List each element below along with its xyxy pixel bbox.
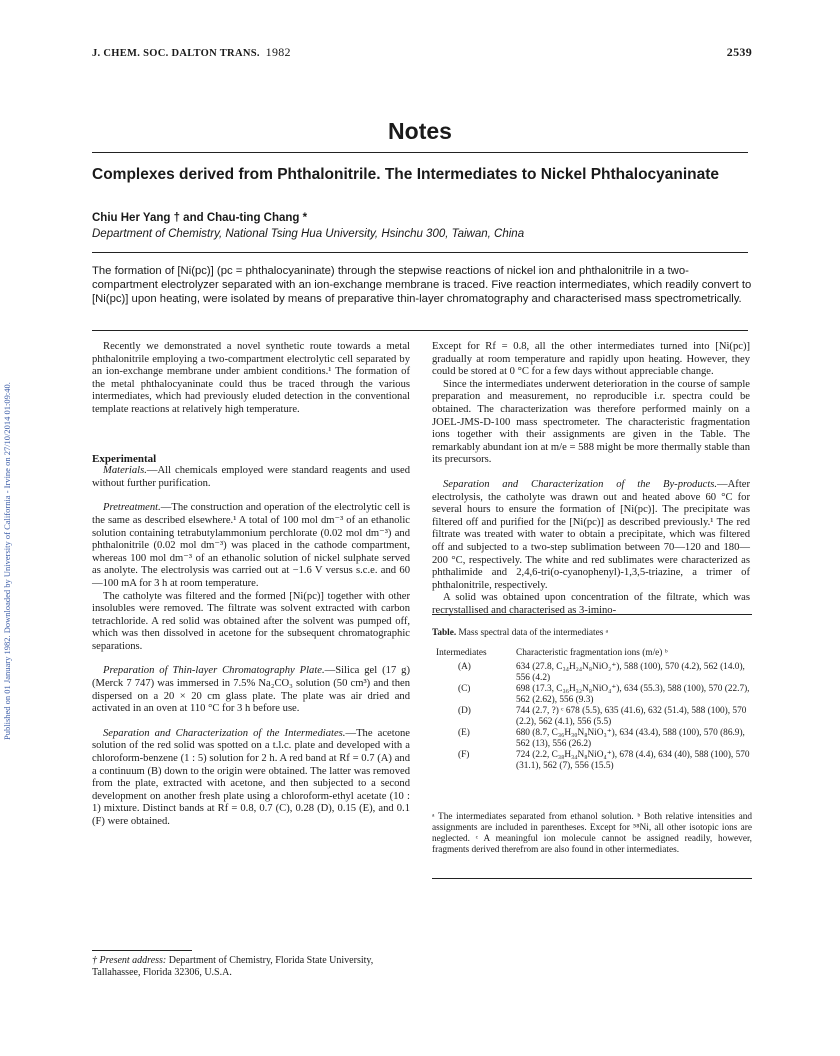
right-column xyxy=(432,341,750,617)
table-row xyxy=(432,684,752,706)
table-row xyxy=(432,750,752,772)
row-label: (D) xyxy=(458,706,471,716)
footnote-text: Department of Chemistry, Florida State University, Tallahassee, Florida 32306, U.S.A. xyxy=(92,955,374,978)
table-row xyxy=(432,662,752,684)
download-watermark xyxy=(2,180,16,740)
left-column xyxy=(92,341,410,829)
byproducts-label: Separation and Characterization of the By-products. xyxy=(443,478,718,490)
table-top-rule xyxy=(432,614,752,615)
table-row xyxy=(432,706,752,728)
table-header-intermediates: Intermediates xyxy=(436,648,487,658)
prep-paragraph xyxy=(92,665,410,715)
table-bottom-rule xyxy=(432,878,752,879)
materials-label: Materials. xyxy=(103,465,147,477)
journal-year: 1982 xyxy=(265,45,291,59)
footnote-label: † Present address: xyxy=(92,955,167,966)
byproducts-text: —After electrolysis, the catholyte was drawn out and heated above 60 °C for several hours to ensure the formation of [Ni(pc)]. The precipitate was filtered off and purified for the [Ni(pc)] as described previously.¹ The red filtrate was treated with water to obtain a precipitate, which was filtered off and subjected to a two-step sublimation between 70—120 and 180—200 °C, respectively. The white and red sublimates were characterized as phthalimide and 2,4,6-tri(o-cyanophenyl)-1,3,5-triazine, a trimer of phthalonitrile, respectively. xyxy=(432,478,750,591)
catholyte-paragraph: The catholyte was filtered and the formed [Ni(pc)] together with other insolubles were removed. The filtrate was solvent extracted with carbon tetrachloride. A red solid was obtained after the solvent was pumped off, which was then dissolved in acetone for the subsequent chromatographic separations. xyxy=(92,590,410,652)
running-header-journal xyxy=(92,45,291,60)
journal-name: J. CHEM. SOC. DALTON TRANS. xyxy=(92,48,260,59)
table-header-ions: Characteristic fragmentation ions (m/e) ᵇ xyxy=(516,648,668,658)
abstract-bottom-rule xyxy=(92,330,748,331)
table-caption xyxy=(432,628,752,638)
materials-text: —All chemicals employed were standard reagents and used without further purification. xyxy=(92,465,410,489)
row-label: (F) xyxy=(458,750,470,760)
row-ions: 744 (2.7, ?) ᶜ 678 (5.5), 635 (41.6), 632 (51.4), 588 (100), 570 (2.2), 562 (4.1), 556 (5.5) xyxy=(516,706,747,727)
row-label: (A) xyxy=(458,662,471,672)
materials-paragraph xyxy=(92,465,410,490)
row-label: (E) xyxy=(458,728,470,738)
characterization-paragraph: Since the intermediates underwent deterioration in the course of sample preparation and measurement, no reproducible i.r. spectra could be obtained. The characterization was therefore performed mainly on a JOEL-JMS-D-100 mass spectrometer. The characteristic fragmentation ions together with their assignments are given in the Table. The remarkably abundant ion at m/e = 588 might be more thermally stable than its precursors. xyxy=(432,378,750,466)
download-watermark-text: Published on 01 January 1982. Downloaded by University of California - Irvine on 27/10/2014 01:09:40. xyxy=(2,382,12,740)
pretreatment-paragraph xyxy=(92,502,410,590)
heading-rule xyxy=(92,152,748,153)
page-number: 2539 xyxy=(726,45,752,59)
byproducts-paragraph xyxy=(432,479,750,592)
article-abstract: The formation of [Ni(pc)] (pc = phthalocyaninate) through the stepwise reactions of nickel ion and phthalonitrile in a two-compartment electrolyzer separated with an ion-exchange membrane is traced. Five reaction intermediates, which readily convert to [Ni(pc)] upon heating, were isolated by means of preparative thin-layer chromatography and characterised mass spectrometrically. xyxy=(92,265,752,305)
rf-paragraph: Except for Rf = 0.8, all the other intermediates turned into [Ni(pc)] gradually at room temperature and rapidly upon heating. However, they could be stored at 0 °C for a few days without appreciable change. xyxy=(432,341,750,378)
section-heading: Notes xyxy=(388,118,452,144)
article-authors: Chiu Her Yang † and Chau-ting Chang * xyxy=(92,212,308,224)
separation-label: Separation and Characterization of the Intermediates. xyxy=(103,727,346,739)
table-footnote: ᵃ The intermediates separated from ethanol solution. ᵇ Both relative intensities and assignments are included in parentheses. Except for ⁵⁸Ni, all other isotopic ions are neglected. ᶜ A meaningful ion molecule cannot be assigned readily, however, fragments derived therefrom are also found in other intermediates. xyxy=(432,812,752,855)
row-ions: 724 (2.2, C₃₈H₃₄N₈NiO₄⁺), 678 (4.4), 634 (40), 588 (100), 570 (31.1), 562 (7), 556 (15.5) xyxy=(516,750,750,771)
intro-paragraph: Recently we demonstrated a novel synthetic route towards a metal phthalonitrile employing a two-compartment electrolytic cell separated by an ion-exchange membrane under ambient conditions.¹ The formation of the metal phthalocyaninate could thus be traced through the various intermediates, which had previously eluded detection in the conventional template reactions at relatively high temperature. xyxy=(92,341,410,415)
row-ions: 698 (17.3, C₃₆H₃₂N₈NiO₄⁺), 634 (55.3), 588 (100), 570 (22.7), 562 (2.62), 556 (9.3) xyxy=(516,684,750,705)
row-ions: 680 (8.7, C₃₆H₃₀N₈NiO₃⁺), 634 (43.4), 588 (100), 570 (86.9), 562 (13), 556 (26.2) xyxy=(516,728,745,749)
table-row xyxy=(432,728,752,750)
table-caption-label: Table. xyxy=(432,628,457,638)
pretreatment-label: Pretreatment. xyxy=(103,502,161,514)
article-affiliation: Department of Chemistry, National Tsing Hua University, Hsinchu 300, Taiwan, China xyxy=(92,228,525,240)
prep-label: Preparation of Thin-layer Chromatography Plate. xyxy=(103,665,325,677)
footnote-rule xyxy=(92,950,192,951)
row-label: (C) xyxy=(458,684,471,694)
experimental-heading: Experimental xyxy=(92,452,157,465)
table-caption-text: Mass spectral data of the intermediates ᵃ xyxy=(458,628,609,638)
separation-text: —The acetone solution of the red solid was spotted on a t.l.c. plate and developed with a chloroform-benzene (1 : 5) solution for 2 h. A red band at Rf = 0.7 (A) and a continuum (B) down to the origin were obtained. The latter was removed from the plate, extracted with acetone, and then subjected to a second development on another fresh plate using a chloroform-ethyl acetate (10 : 1) mixture. Distinct bands at Rf = 0.8, 0.7 (C), 0.28 (D), 0.15 (E), and 0.1 (F) were obtained. xyxy=(92,727,410,827)
prep-text: —Silica gel (17 g) (Merck 7 747) was immersed in 7.5% Na₂CO₃ solution (50 cm³) and then dispersed on a 20 × 20 cm glass plate. The plate was air dried and activated in an oven at 110 °C for 3 h before use. xyxy=(92,665,410,715)
solid-paragraph: A solid was obtained upon concentration of the filtrate, which was recrystallised and characterised as 3-imino- xyxy=(432,592,750,616)
table-header-row xyxy=(432,648,752,662)
article-title: Complexes derived from Phthalonitrile. The Intermediates to Nickel Phthalocyaninate xyxy=(92,166,720,183)
pretreatment-text: —The construction and operation of the electrolytic cell is the same as described elsewhere.¹ A total of 100 mol dm⁻³ of an ethanolic solution containing tetrabutylammonium perchlorate (0.02 mol dm⁻³) and phthalonitrile (0.02 mol dm⁻³) was placed in the cathode compartment, whereas 100 mol dm⁻³ of an ethanolic solution of nickel sulphate served as anolyte. The electrolysis was carried out at −1.6 V versus s.c.e. and 60—100 mA for 3 h at room temperature. xyxy=(92,502,410,589)
abstract-top-rule xyxy=(92,252,748,253)
mass-spectral-table xyxy=(432,648,752,772)
footnote xyxy=(92,955,410,979)
separation-paragraph xyxy=(92,728,410,829)
row-ions: 634 (27.8, C₃₄H₂₄N₈NiO₂⁺), 588 (100), 570 (4.2), 562 (14.0), 556 (4.2) xyxy=(516,662,745,683)
